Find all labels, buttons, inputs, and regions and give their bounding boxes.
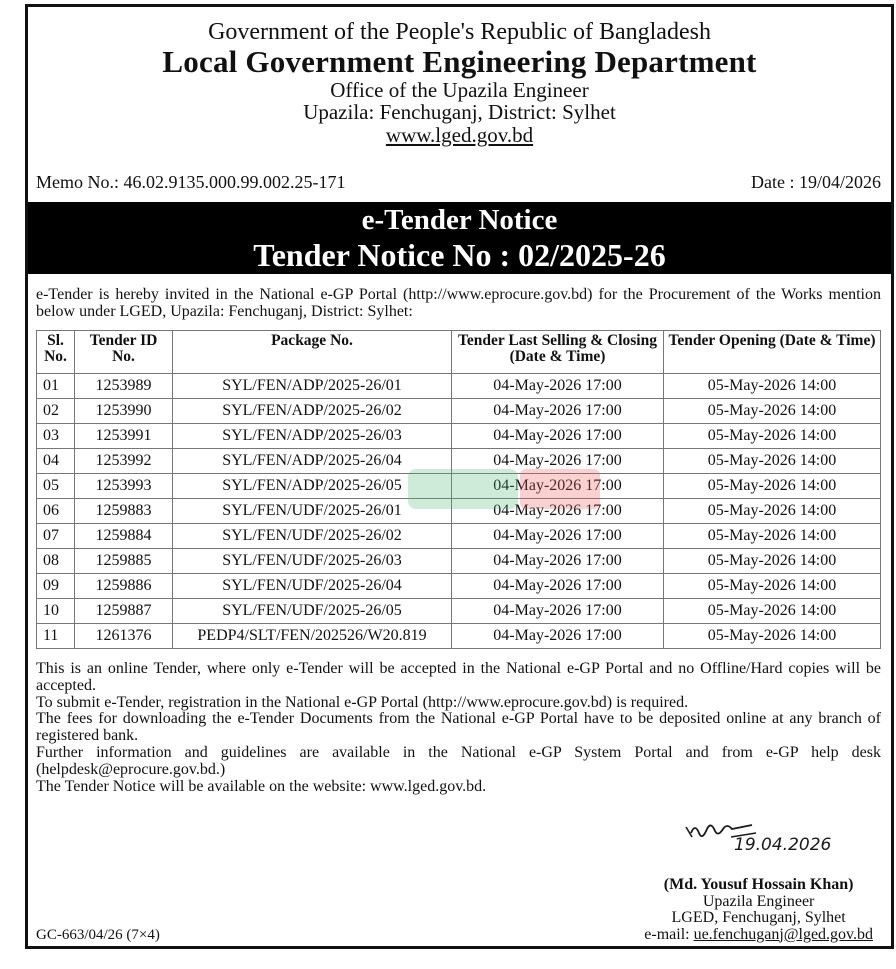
- header-opening: Tender Opening (Date & Time): [664, 331, 881, 374]
- government-title: Government of the People's Republic of Bangladesh: [208, 19, 711, 45]
- table-row: [37, 374, 881, 399]
- cell-tender-id: 1259886: [75, 574, 173, 599]
- cell-sl: 07: [37, 524, 75, 549]
- header-tender-id: Tender ID No.: [75, 331, 173, 374]
- cell-closing: 04-May-2026 17:00: [452, 424, 664, 449]
- letterhead: [28, 19, 891, 147]
- cell-package: SYL/FEN/ADP/2025-26/05: [173, 474, 452, 499]
- cell-closing: 04-May-2026 17:00: [452, 624, 664, 649]
- cell-opening: 05-May-2026 14:00: [664, 574, 881, 599]
- cell-opening: 05-May-2026 14:00: [664, 599, 881, 624]
- cell-opening: 05-May-2026 14:00: [664, 449, 881, 474]
- cell-tender-id: 1253989: [75, 374, 173, 399]
- table-row: [37, 599, 881, 624]
- cell-tender-id: 1253992: [75, 449, 173, 474]
- cell-closing: 04-May-2026 17:00: [452, 549, 664, 574]
- cell-sl: 04: [37, 449, 75, 474]
- cell-sl: 08: [37, 549, 75, 574]
- signatory-name: (Md. Yousuf Hossain Khan): [663, 876, 854, 893]
- handwritten-signature: [676, 815, 846, 865]
- notice-frame: [25, 4, 894, 949]
- cell-tender-id: 1259884: [75, 524, 173, 549]
- header-closing: Tender Last Selling & Closing (Date & Time): [452, 331, 664, 374]
- cell-opening: 05-May-2026 14:00: [664, 474, 881, 499]
- signatory-block: [644, 877, 873, 943]
- cell-tender-id: 1261376: [75, 624, 173, 649]
- cell-package: SYL/FEN/ADP/2025-26/04: [173, 449, 452, 474]
- cell-closing: 04-May-2026 17:00: [452, 599, 664, 624]
- signatory-office: LGED, Fenchuganj, Sylhet: [671, 909, 846, 926]
- table-row: [37, 524, 881, 549]
- cell-closing: 04-May-2026 17:00: [452, 524, 664, 549]
- note-line: To submit e-Tender, registration in the National e-GP Portal (http://www.eprocure.gov.bd) is required.: [36, 693, 689, 711]
- cell-opening: 05-May-2026 14:00: [664, 424, 881, 449]
- email-label: e-mail:: [644, 925, 694, 943]
- cell-tender-id: 1259883: [75, 499, 173, 524]
- cell-package: SYL/FEN/UDF/2025-26/01: [173, 499, 452, 524]
- cell-package: SYL/FEN/UDF/2025-26/05: [173, 599, 452, 624]
- table-row: [37, 574, 881, 599]
- cell-package: SYL/FEN/UDF/2025-26/04: [173, 574, 452, 599]
- cell-tender-id: 1259885: [75, 549, 173, 574]
- header-package: Package No.: [173, 331, 452, 374]
- table-row: [37, 624, 881, 649]
- cell-sl: 06: [37, 499, 75, 524]
- location-line: Upazila: Fenchuganj, District: Sylhet: [303, 100, 616, 124]
- cell-sl: 05: [37, 474, 75, 499]
- memo-date: Date : 19/04/2026: [751, 172, 881, 192]
- table-row: [37, 474, 881, 499]
- office-title: Office of the Upazila Engineer: [330, 78, 589, 102]
- cell-opening: 05-May-2026 14:00: [664, 499, 881, 524]
- cell-package: SYL/FEN/ADP/2025-26/01: [173, 374, 452, 399]
- signatory-designation: Upazila Engineer: [702, 892, 815, 910]
- signatory-email-line: [644, 927, 873, 944]
- note-line: This is an online Tender, where only e-Tender will be accepted in the National e-GP Portal and no Offline/Hard copies will be accepted.: [36, 660, 881, 694]
- cell-package: SYL/FEN/UDF/2025-26/03: [173, 549, 452, 574]
- table-body: [37, 374, 881, 649]
- handwritten-date: 19.04.2026: [734, 835, 832, 855]
- cell-opening: 05-May-2026 14:00: [664, 399, 881, 424]
- cell-tender-id: 1253993: [75, 474, 173, 499]
- cell-sl: 01: [37, 374, 75, 399]
- notes-section: [36, 661, 881, 795]
- website-link[interactable]: www.lged.gov.bd: [385, 123, 534, 147]
- cell-closing: 04-May-2026 17:00: [452, 449, 664, 474]
- cell-closing: 04-May-2026 17:00: [452, 399, 664, 424]
- cell-package: PEDP4/SLT/FEN/202526/W20.819: [173, 624, 452, 649]
- table-header-row: [37, 331, 881, 374]
- footer-code: GC-663/04/26 (7×4): [36, 927, 160, 943]
- cell-closing: 04-May-2026 17:00: [452, 574, 664, 599]
- table-row: [37, 449, 881, 474]
- cell-opening: 05-May-2026 14:00: [664, 624, 881, 649]
- note-line: Further information and guidelines are available in the National e-GP System Portal and from e-GP help desk (helpdesk@eprocure.gov.bd.): [36, 743, 881, 778]
- cell-tender-id: 1253990: [75, 399, 173, 424]
- table-row: [37, 499, 881, 524]
- email-link[interactable]: ue.fenchuganj@lged.gov.bd: [693, 925, 873, 943]
- cell-package: SYL/FEN/UDF/2025-26/02: [173, 524, 452, 549]
- table-row: [37, 399, 881, 424]
- cell-tender-id: 1259887: [75, 599, 173, 624]
- cell-package: SYL/FEN/ADP/2025-26/03: [173, 424, 452, 449]
- note-line: The Tender Notice will be available on the website: www.lged.gov.bd.: [36, 777, 487, 795]
- cell-opening: 05-May-2026 14:00: [664, 524, 881, 549]
- cell-sl: 03: [37, 424, 75, 449]
- cell-closing: 04-May-2026 17:00: [452, 374, 664, 399]
- department-title: Local Government Engineering Department: [162, 44, 757, 79]
- cell-sl: 11: [37, 624, 75, 649]
- banner-notice-number: Tender Notice No : 02/2025-26: [253, 237, 666, 273]
- cell-package: SYL/FEN/ADP/2025-26/02: [173, 399, 452, 424]
- table-row: [37, 549, 881, 574]
- cell-opening: 05-May-2026 14:00: [664, 374, 881, 399]
- memo-number: Memo No.: 46.02.9135.000.99.002.25-171: [36, 172, 346, 192]
- cell-closing: 04-May-2026 17:00: [452, 474, 664, 499]
- cell-sl: 10: [37, 599, 75, 624]
- tender-table: [36, 330, 881, 649]
- memo-row: [36, 172, 881, 193]
- banner-title: e-Tender Notice: [361, 204, 558, 236]
- header-sl: Sl. No.: [37, 331, 75, 374]
- cell-sl: 09: [37, 574, 75, 599]
- cell-opening: 05-May-2026 14:00: [664, 549, 881, 574]
- notice-banner: [28, 202, 891, 274]
- cell-sl: 02: [37, 399, 75, 424]
- intro-paragraph: e-Tender is hereby invited in the National e-GP Portal (http://www.eprocure.gov.bd) for the Procurement of the Works mention below under LGED, Upazila: Fenchuganj, District: Sylhet:: [36, 286, 881, 320]
- note-line: The fees for downloading the e-Tender Documents from the National e-GP Portal have to be deposited online at any branch of registered bank.: [36, 710, 881, 745]
- cell-closing: 04-May-2026 17:00: [452, 499, 664, 524]
- table-row: [37, 424, 881, 449]
- cell-tender-id: 1253991: [75, 424, 173, 449]
